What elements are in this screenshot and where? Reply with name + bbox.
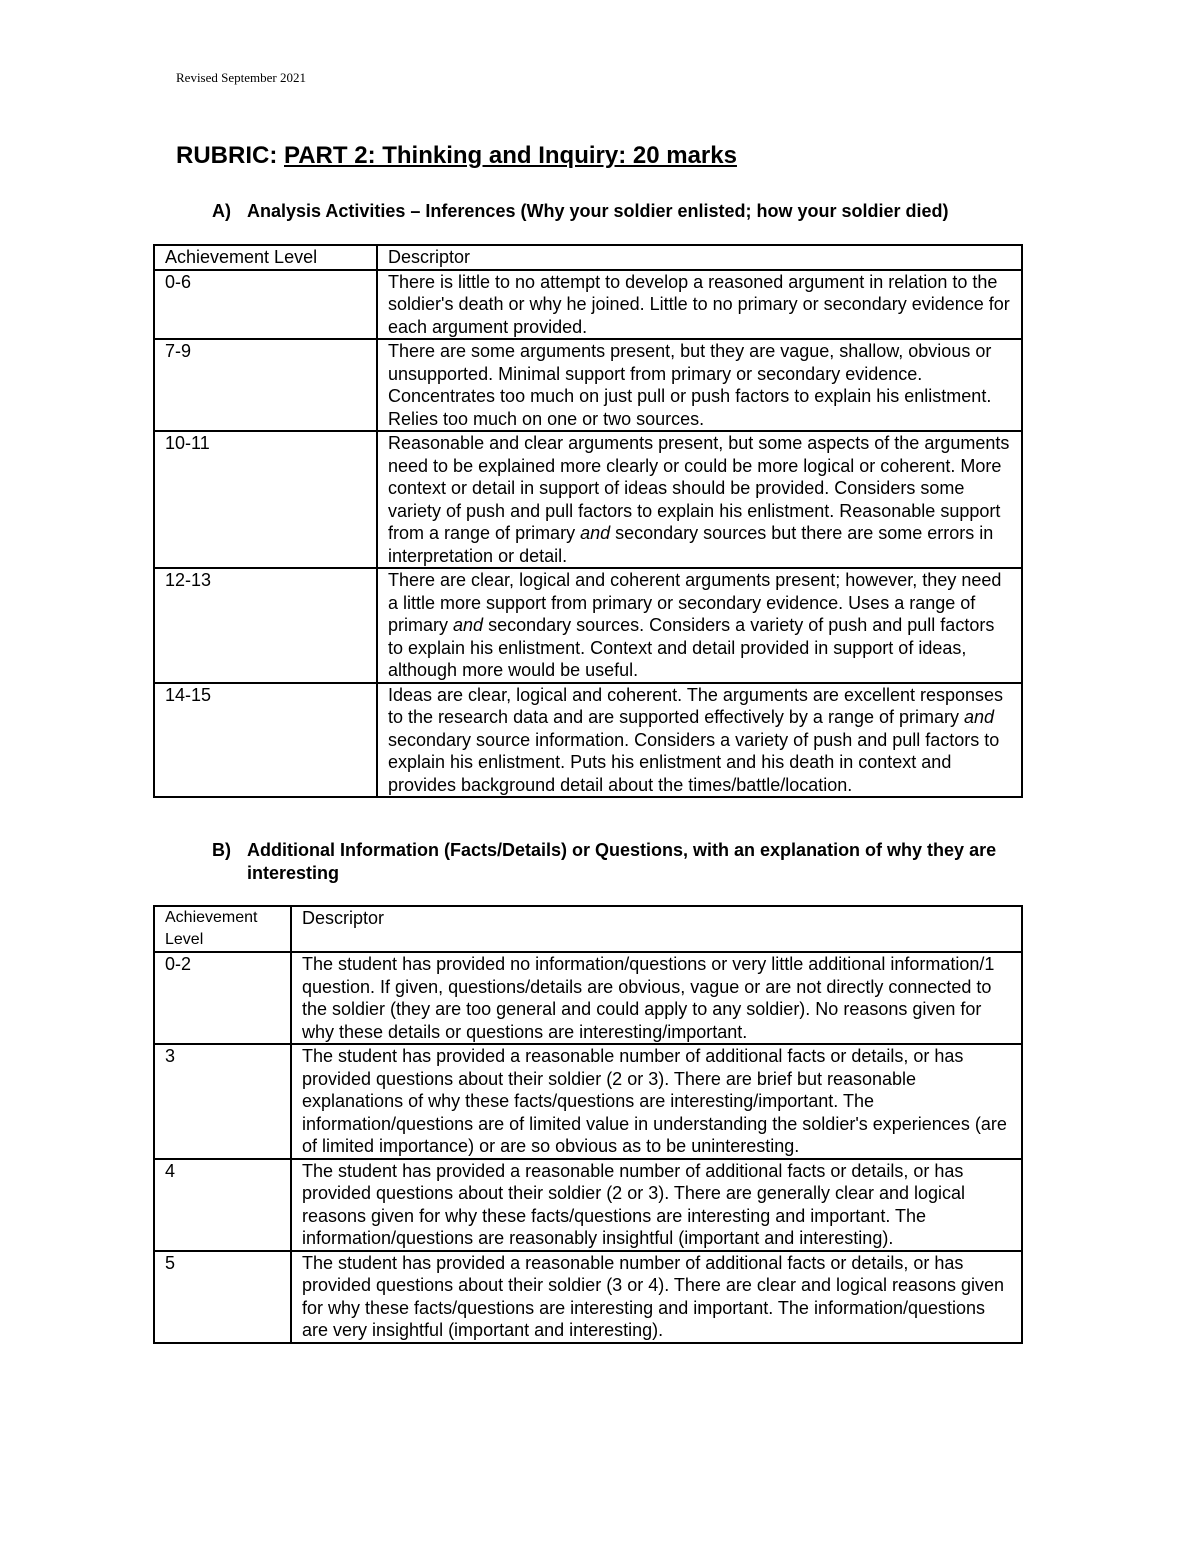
descriptor [377, 568, 1022, 683]
achievement-level: 0-6 [154, 270, 377, 340]
descriptor-emphasis: and [964, 707, 995, 727]
descriptor [377, 431, 1022, 568]
descriptor: There are some arguments present, but they are vague, shallow, obvious or unsupported. Minimal support from primary or secondary evidence. Concentrates too much on just pull or push factors to explain his enlistment. Relies too much on one or two sources. [377, 339, 1022, 431]
table-row [154, 952, 1022, 1044]
rubric-table-a [153, 244, 1023, 798]
descriptor [377, 683, 1022, 798]
descriptor-text: secondary sources but there are some errors in interpretation or detail. [388, 523, 994, 566]
table-header-row [154, 245, 1022, 270]
table-row [154, 1159, 1022, 1251]
table-row [154, 683, 1022, 798]
achievement-level: 3 [154, 1044, 291, 1159]
achievement-level: 10-11 [154, 431, 377, 568]
section-a-letter: A) [212, 201, 231, 221]
descriptor-emphasis: and [453, 615, 484, 635]
table-row [154, 1251, 1022, 1343]
rubric-table-b [153, 905, 1023, 1344]
achievement-level: 5 [154, 1251, 291, 1343]
descriptor-text: secondary source information. Considers a variety of push and pull factors to explain his enlistment. Puts his enlistment and his death in context and provides background detail about the times/battle/location. [388, 729, 1000, 795]
table-row [154, 339, 1022, 431]
table-row [154, 270, 1022, 340]
section-b-letter: B) [212, 840, 231, 860]
section-b-title: Additional Information (Facts/Details) or Questions, with an explanation of why they are interesting [247, 840, 997, 883]
descriptor-text: There are clear, logical and coherent arguments present; however, they need a little more support from primary or secondary evidence. Uses a range of primary [388, 570, 1002, 635]
column-header-descriptor: Descriptor [377, 245, 1022, 270]
descriptor-text: Ideas are clear, logical and coherent. The arguments are excellent responses to the research data and are supported effectively by a range of primary [388, 684, 1004, 727]
column-header-descriptor: Descriptor [291, 906, 1022, 952]
table-header-row [154, 906, 1022, 952]
column-header-level: Achievement Level [154, 906, 291, 952]
column-header-level: Achievement Level [154, 245, 377, 270]
descriptor: The student has provided no information/questions or very little additional information/1 question. If given, questions/details are obvious, vague or are not directly connected to the soldier (they are too general and could apply to any soldier). No reasons given for why these details or questions are interesting/important. [291, 952, 1022, 1044]
table-row [154, 1044, 1022, 1159]
title-prefix: RUBRIC: [176, 142, 278, 169]
table-row [154, 431, 1022, 568]
page-title [176, 142, 737, 170]
descriptor: The student has provided a reasonable number of additional facts or details, or has provided questions about their soldier (2 or 3). There are generally clear and logical reasons given for why these facts/questions are interesting and important. The information/questions are reasonably insightful (important and interesting). [291, 1159, 1022, 1251]
table-row [154, 568, 1022, 683]
descriptor-emphasis: and [580, 523, 611, 543]
achievement-level: 0-2 [154, 952, 291, 1044]
descriptor: There is little to no attempt to develop a reasoned argument in relation to the soldier's death or why he joined. Little to no primary or secondary evidence for each argument provided. [377, 270, 1022, 340]
descriptor-text: Reasonable and clear arguments present, but some aspects of the arguments need to be explained more clearly or could be more logical or coherent. More context or detail in support of ideas should be provided. Considers some variety of push and pull factors to explain his enlistment. Reasonable support from a range of primary [388, 433, 1010, 543]
section-b-heading [212, 839, 1007, 885]
descriptor: The student has provided a reasonable number of additional facts or details, or has provided questions about their soldier (3 or 4). There are clear and logical reasons given for why these facts/questions are interesting and important. The information/questions are very insightful (important and interesting). [291, 1251, 1022, 1343]
descriptor-text: secondary sources. Considers a variety of push and pull factors to explain his enlistment. Context and detail provided in support of ideas, although more would be useful. [388, 615, 995, 680]
achievement-level: 4 [154, 1159, 291, 1251]
section-a-heading [212, 200, 1007, 223]
descriptor: The student has provided a reasonable number of additional facts or details, or has provided questions about their soldier (2 or 3). There are brief but reasonable explanations of why these facts/questions are interesting/important. The information/questions are of limited value in understanding the soldier's experiences (are of limited importance) or are so obvious as to be uninteresting. [291, 1044, 1022, 1159]
achievement-level: 14-15 [154, 683, 377, 798]
revised-date: Revised September 2021 [176, 70, 306, 85]
title-part: PART 2: Thinking and Inquiry: 20 marks [284, 142, 737, 169]
section-a-title: Analysis Activities – Inferences (Why your soldier enlisted; how your soldier died) [247, 201, 949, 221]
achievement-level: 12-13 [154, 568, 377, 683]
achievement-level: 7-9 [154, 339, 377, 431]
